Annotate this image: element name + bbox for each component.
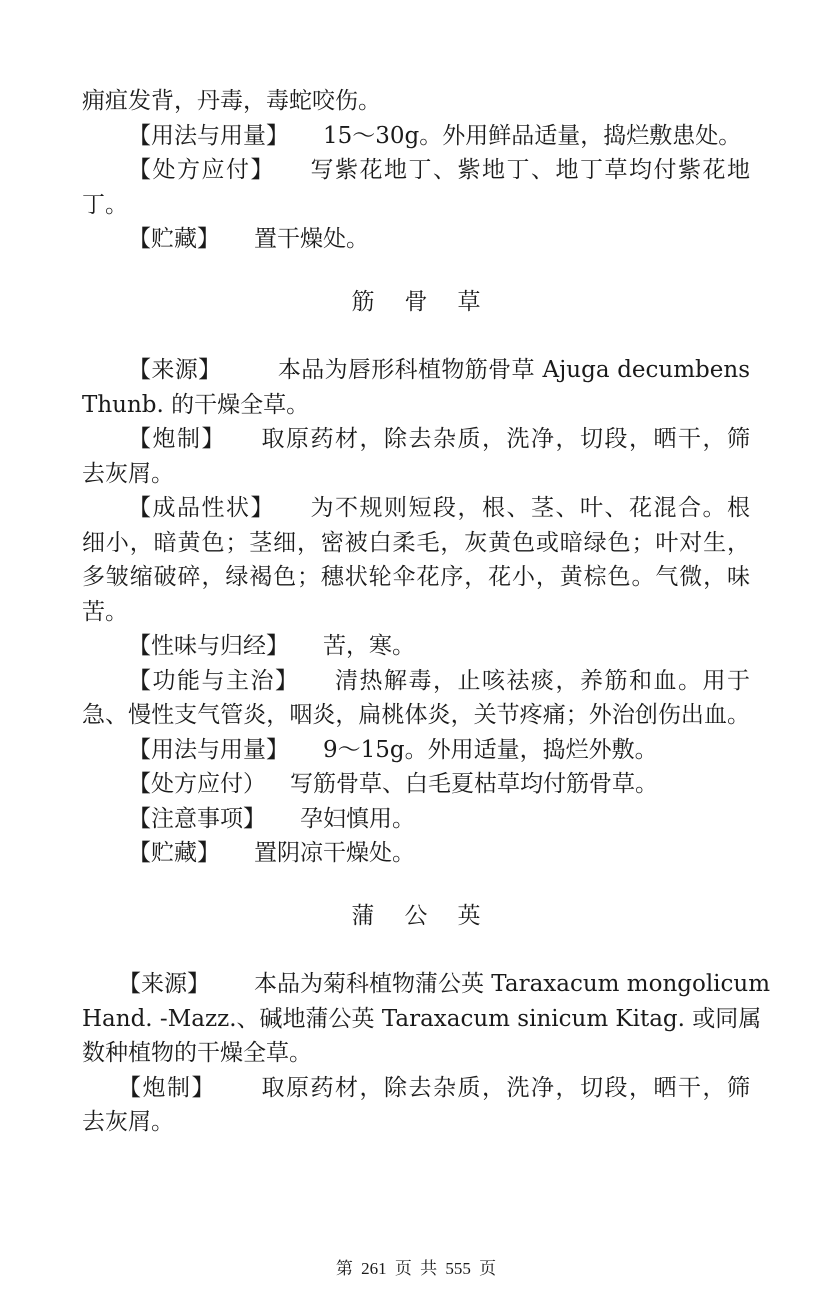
text-line xyxy=(82,222,750,257)
field-label: 【贮藏】 xyxy=(128,226,220,252)
document-page xyxy=(82,84,771,1140)
section-title: 蒲公英 xyxy=(351,902,511,929)
text-line xyxy=(82,629,750,664)
footer-total-pages: 555 xyxy=(445,1259,471,1278)
field-text: 置干燥处。 xyxy=(254,226,369,252)
footer-page-number: 261 xyxy=(361,1259,387,1278)
field-label: 【成品性状】 xyxy=(128,495,275,521)
text-line: 细小，暗黄色；茎细，密被白柔毛，灰黄色或暗绿色；叶对生， xyxy=(82,529,750,556)
text-line: 多皱缩破碎，绿褐色；穗状轮伞花序，花小，黄棕色。气微，味 xyxy=(82,564,750,590)
field-label: 【用法与用量】 xyxy=(128,122,289,149)
field-label: 【来源】 xyxy=(118,971,210,997)
field-text: 9～15g。外用适量，捣烂外敷。 xyxy=(323,736,658,763)
text-line xyxy=(82,422,750,457)
text-line xyxy=(82,353,750,388)
text-line: 急、慢性支气管炎，咽炎，扁桃体炎，关节疼痛；外治创伤出血。 xyxy=(82,702,750,728)
text-line xyxy=(82,733,750,768)
text-line: 去灰屑。 xyxy=(82,1109,174,1135)
text-line xyxy=(82,802,750,837)
field-text: 清热解毒，止咳祛痰，养筋和血。用于 xyxy=(333,667,750,694)
field-text: 本品为唇形科植物筋骨草 Ajuga decumbens xyxy=(277,357,750,383)
section-title: 筋骨草 xyxy=(351,288,511,315)
text-line xyxy=(82,119,750,154)
field-label: 【炮制】 xyxy=(118,1074,216,1101)
field-text: 置阴凉干燥处。 xyxy=(254,840,415,866)
text-line xyxy=(82,767,750,802)
field-label: 【炮制】 xyxy=(128,426,226,452)
field-text: 取原药材，除去杂质，洗净，切段，晒干，筛 xyxy=(260,1074,750,1101)
field-text: 取原药材，除去杂质，洗净，切段，晒干，筛 xyxy=(260,426,750,452)
field-text: 苦，寒。 xyxy=(323,633,415,659)
text-line: 去灰屑。 xyxy=(82,460,174,487)
field-label: 【处方应付】 xyxy=(128,157,275,183)
footer-suffix: 页 xyxy=(479,1259,497,1278)
field-text: 写紫花地丁、紫地丁、地丁草均付紫花地 xyxy=(309,157,750,183)
footer-prefix: 第 xyxy=(335,1259,353,1278)
text-line: 痈疽发背，丹毒，毒蛇咬伤。 xyxy=(82,88,381,114)
field-text: 本品为菊科植物蒲公英 Taraxacum mongolicum xyxy=(254,971,771,997)
text-line: Thunb. 的干燥全草。 xyxy=(82,391,310,418)
text-line xyxy=(82,664,750,699)
field-text: 写筋骨草、白毛夏枯草均付筋骨草。 xyxy=(290,771,658,797)
page-footer xyxy=(0,1254,832,1279)
text-line xyxy=(82,836,750,871)
text-line: 丁。 xyxy=(82,191,128,218)
text-line xyxy=(82,153,750,188)
text-line: 数种植物的干燥全草。 xyxy=(82,1040,312,1066)
text-line xyxy=(82,967,771,1002)
field-label: 【功能与主治】 xyxy=(128,667,300,694)
footer-word: 页 xyxy=(394,1259,412,1278)
field-label: 【贮藏】 xyxy=(128,840,220,866)
field-label: 【用法与用量】 xyxy=(128,736,289,763)
field-label: 【注意事项】 xyxy=(128,805,266,832)
text-line: Hand. -Mazz.、碱地蒲公英 Taraxacum sinicum Kitag. 或同属 xyxy=(82,1005,762,1032)
field-label: 【来源】 xyxy=(128,357,222,383)
text-line xyxy=(82,491,750,526)
text-line xyxy=(82,1071,750,1106)
text-line: 苦。 xyxy=(82,598,128,625)
field-text: 15～30g。外用鲜品适量，捣烂敷患处。 xyxy=(323,122,742,149)
footer-word: 共 xyxy=(420,1259,438,1278)
field-label: 【处方应付） xyxy=(128,771,266,797)
field-text: 孕妇慎用。 xyxy=(300,805,415,832)
field-text: 为不规则短段，根、茎、叶、花混合。根 xyxy=(309,495,750,521)
field-label: 【性味与归经】 xyxy=(128,633,289,659)
